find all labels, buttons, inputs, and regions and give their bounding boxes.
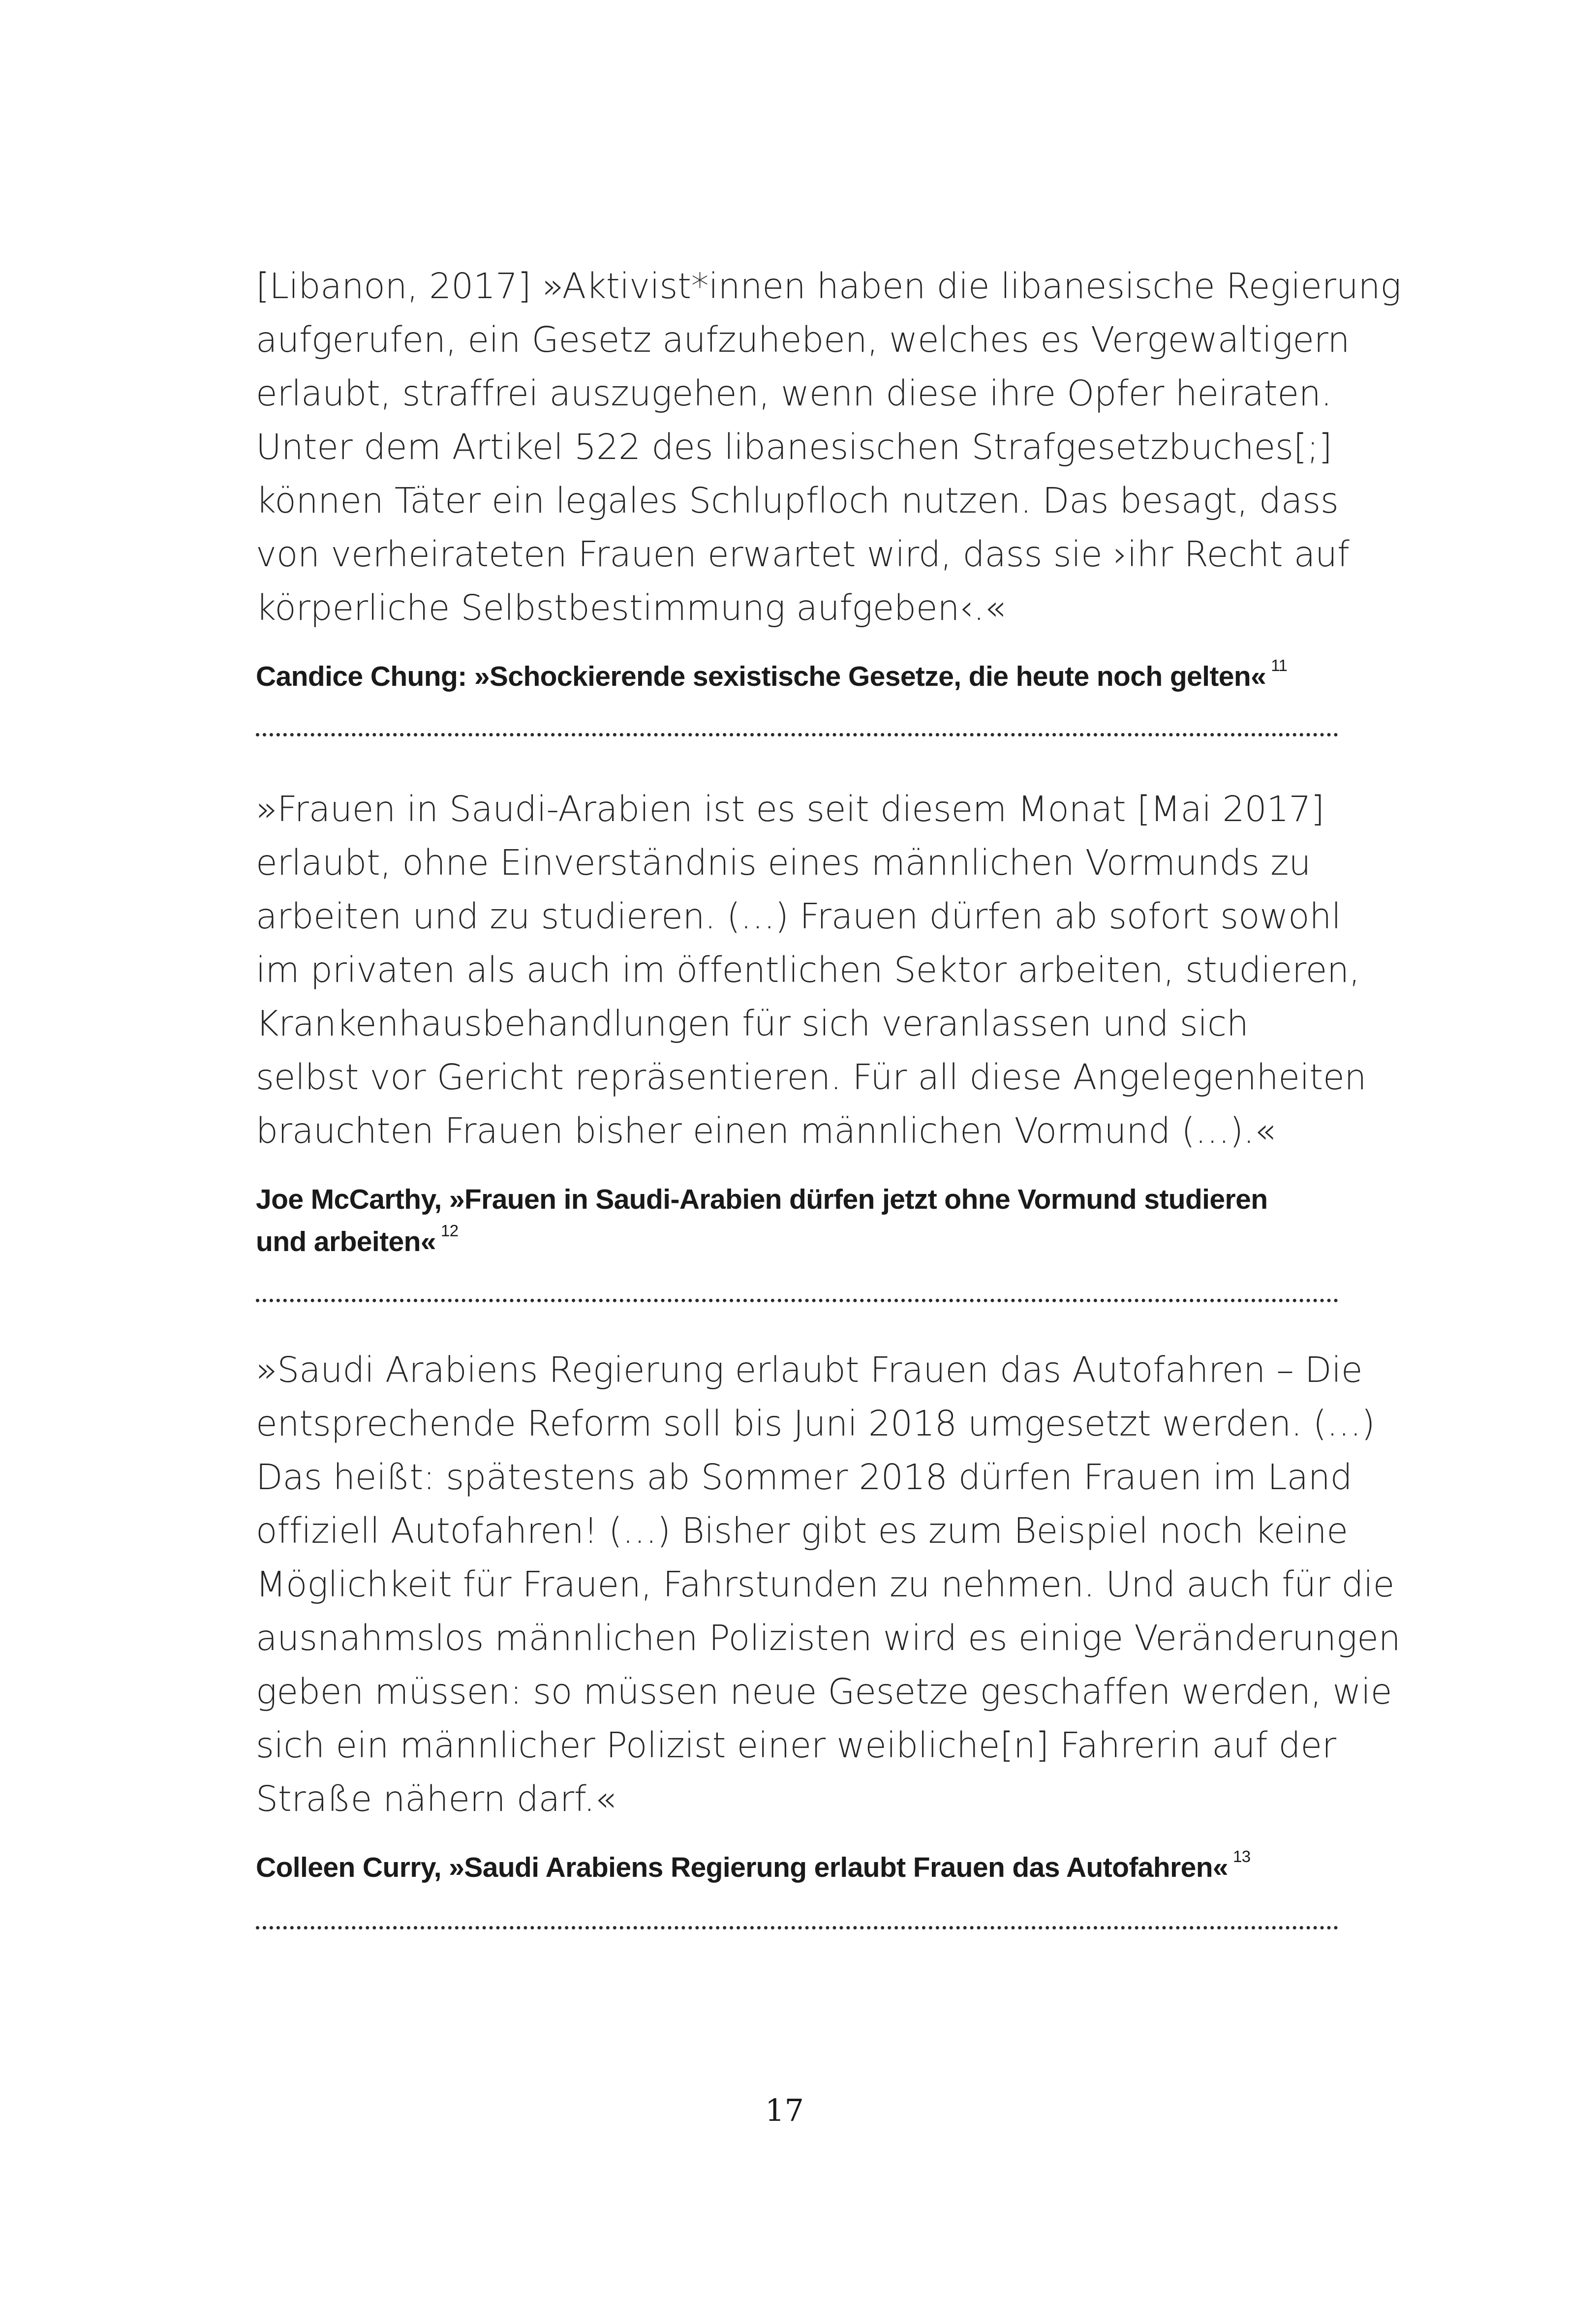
quote-line: können Täter ein legales Schlupfloch nutzen. Das besagt, dass: [256, 480, 1339, 521]
source-line: Joe McCarthy, »Frauen in Saudi-Arabien dürfen jetzt ohne Vormund studieren: [256, 1184, 1268, 1215]
quote-line: aufgerufen, ein Gesetz aufzuheben, welches es Vergewaltigern: [256, 319, 1350, 360]
quote-line: erlaubt, ohne Einverständnis eines männlichen Vormunds zu: [256, 842, 1311, 883]
quote-line: erlaubt, straffrei auszugehen, wenn diese ihre Opfer heiraten.: [256, 373, 1332, 414]
quote-line: ausnahmslos männlichen Polizisten wird es einige Veränderungen: [256, 1618, 1401, 1658]
quote-block-1: [256, 259, 1401, 698]
quote-line: selbst vor Gericht repräsentieren. Für all diese Angelegenheiten: [256, 1057, 1367, 1098]
quote-text-2: [256, 782, 1367, 1158]
quote-line: im privaten als auch im öffentlichen Sektor arbeiten, studieren,: [256, 949, 1360, 990]
quote-block-2: [256, 782, 1367, 1263]
quote-source-3: [256, 1846, 1338, 1889]
dotted-divider: [256, 1926, 1338, 1929]
quote-line: Straße nähern darf.«: [256, 1778, 616, 1819]
quote-line: »Saudi Arabiens Regierung erlaubt Frauen das Autofahren – Die: [256, 1349, 1363, 1390]
quote-block-3: [256, 1343, 1401, 1889]
quote-line: geben müssen: so müssen neue Gesetze geschaffen werden, wie: [256, 1671, 1392, 1712]
footnote-marker: 12: [440, 1222, 459, 1240]
quote-line: körperliche Selbstbestimmung aufgeben‹.«: [256, 587, 1006, 628]
quote-line: »Frauen in Saudi-Arabien ist es seit diesem Monat [Mai 2017]: [256, 789, 1324, 829]
quote-line: von verheirateten Frauen erwartet wird, dass sie ›ihr Recht auf: [256, 534, 1350, 575]
quote-line: Krankenhausbehandlungen für sich veranlassen und sich: [256, 1003, 1249, 1044]
source-line: [256, 655, 1338, 698]
quote-line: Unter dem Artikel 522 des libanesischen Strafgesetzbuches[;]: [256, 427, 1332, 467]
source-line: [256, 1221, 1338, 1263]
source-text: Colleen Curry, »Saudi Arabiens Regierung erlaubt Frauen das Autofahren«: [256, 1852, 1229, 1883]
page-number: 17: [765, 2092, 804, 2128]
source-text: Candice Chung: »Schockierende sexistische Gesetze, die heute noch gelten«: [256, 661, 1266, 692]
footnote-marker: 11: [1271, 656, 1288, 674]
quote-text-1: [256, 259, 1401, 635]
dotted-divider: [256, 733, 1338, 736]
quote-line: offiziell Autofahren! (…) Bisher gibt es zum Beispiel noch keine: [256, 1510, 1348, 1551]
source-line: [256, 1846, 1338, 1889]
quote-text-3: [256, 1343, 1401, 1826]
quote-line: [Libanon, 2017] »Aktivist*innen haben die libanesische Regierung: [256, 266, 1401, 306]
quote-source-2: [256, 1178, 1338, 1263]
dotted-divider: [256, 1299, 1338, 1302]
source-text: und arbeiten«: [256, 1226, 436, 1257]
quote-line: sich ein männlicher Polizist einer weibliche[n] Fahrerin auf der: [256, 1725, 1336, 1766]
quote-line: entsprechende Reform soll bis Juni 2018 umgesetzt werden. (…): [256, 1403, 1375, 1444]
quote-source-1: [256, 655, 1338, 698]
quote-line: brauchten Frauen bisher einen männlichen Vormund (…).«: [256, 1110, 1276, 1151]
quote-line: Das heißt: spätestens ab Sommer 2018 dürfen Frauen im Land: [256, 1457, 1353, 1498]
quote-line: Möglichkeit für Frauen, Fahrstunden zu nehmen. Und auch für die: [256, 1564, 1395, 1605]
footnote-marker: 13: [1233, 1847, 1251, 1865]
quote-line: arbeiten und zu studieren. (…) Frauen dürfen ab sofort sowohl: [256, 896, 1341, 937]
